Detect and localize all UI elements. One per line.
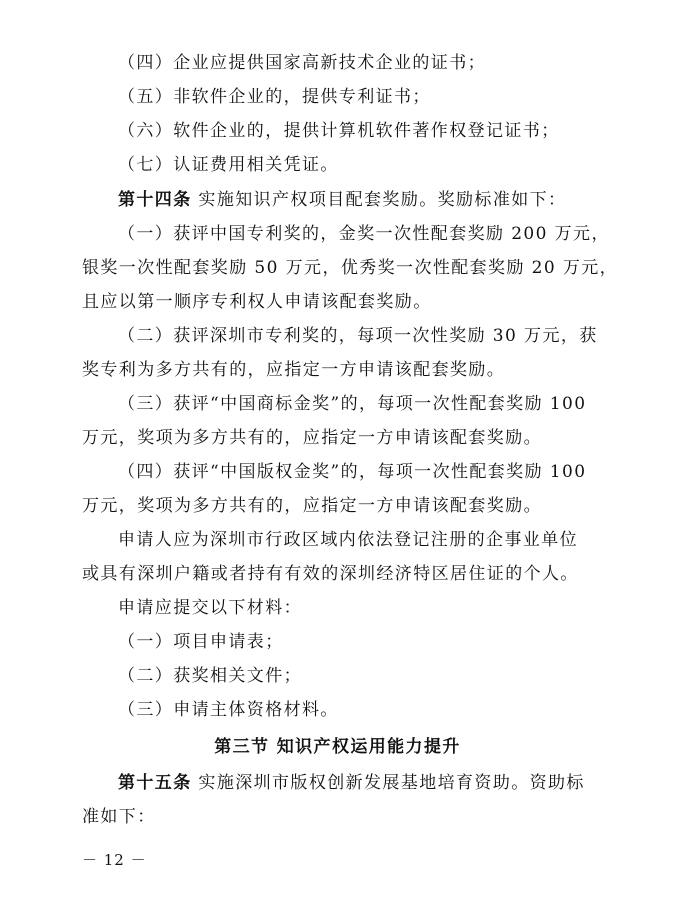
article-14-label: 第十四条 — [118, 190, 192, 210]
paragraph-line: （二）获评深圳市专利奖的，每项一次性奖励 30 万元，获 — [118, 326, 598, 346]
paragraph-line: 奖专利为多方共有的，应指定一方申请该配套奖励。 — [82, 360, 506, 380]
paragraph-line: （三）申请主体资格材料。 — [118, 700, 339, 720]
paragraph-line: 银奖一次性配套奖励 50 万元，优秀奖一次性配套奖励 20 万元， — [82, 258, 619, 278]
paragraph-line: （四）获评“中国版权金奖”的，每项一次性配套奖励 100 — [118, 462, 587, 482]
paragraph-line: 或具有深圳户籍或者持有有效的深圳经济特区居住证的个人。 — [82, 564, 579, 584]
paragraph-line: （二）获奖相关文件； — [118, 666, 302, 686]
paragraph-line: 万元，奖项为多方共有的，应指定一方申请该配套奖励。 — [82, 496, 542, 516]
article-15-label: 第十五条 — [118, 773, 192, 793]
paragraph-line: 申请人应为深圳市行政区域内依法登记注册的企事业单位 — [118, 530, 578, 550]
paragraph-line: 万元，奖项为多方共有的，应指定一方申请该配套奖励。 — [82, 428, 542, 448]
article-15-text: 实施深圳市版权创新发展基地培育资助。资助标 — [198, 773, 585, 793]
section-heading: 第三节 知识产权运用能力提升 — [214, 737, 461, 757]
paragraph-line: 准如下： — [82, 807, 156, 827]
paragraph-line: 且应以第一顺序专利权人申请该配套奖励。 — [82, 292, 432, 312]
paragraph-line: （四）企业应提供国家高新技术企业的证书； — [118, 53, 486, 73]
paragraph-line: （五）非软件企业的，提供专利证书； — [118, 87, 431, 107]
paragraph-line: （一）获评中国专利奖的，金奖一次性配套奖励 200 万元， — [118, 224, 610, 244]
paragraph-line: （一）项目申请表； — [118, 632, 284, 652]
paragraph-line: （三）获评“中国商标金奖”的，每项一次性配套奖励 100 — [118, 394, 587, 414]
page-number: － 12 － — [82, 851, 147, 869]
article-15-line — [118, 772, 602, 794]
paragraph-line: （六）软件企业的，提供计算机软件著作权登记证书； — [118, 121, 560, 141]
paragraph-line: 申请应提交以下材料： — [118, 598, 302, 618]
paragraph-line: （七）认证费用相关凭证。 — [118, 155, 339, 175]
article-14-text: 实施知识产权项目配套奖励。奖励标准如下： — [198, 190, 567, 210]
article-14-line — [118, 189, 602, 211]
